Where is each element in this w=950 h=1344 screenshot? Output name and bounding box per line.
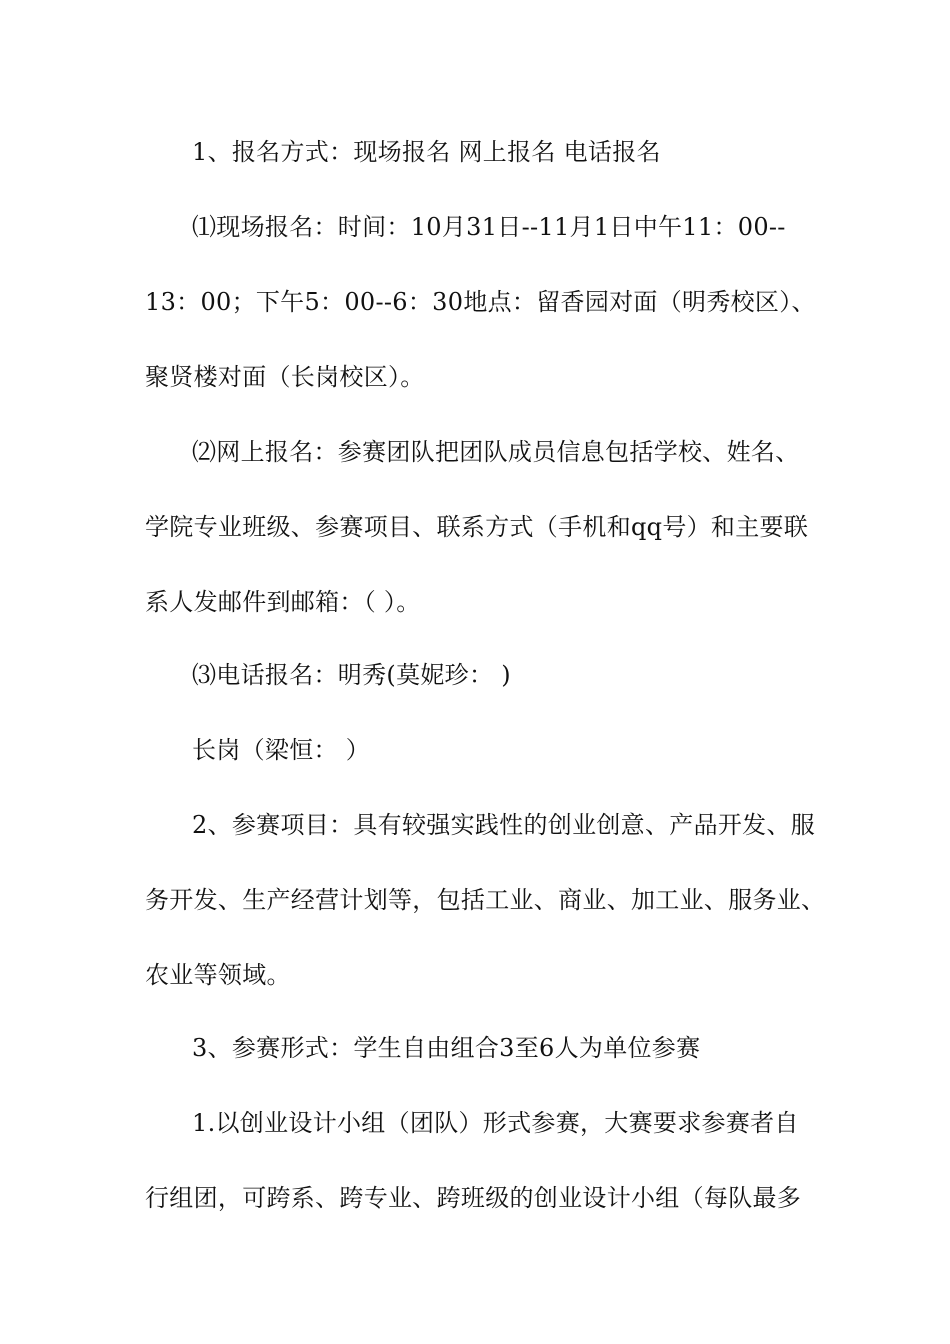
text-line: 1.以创业设计小组（团队）形式参赛，大赛要求参赛者自 <box>192 1109 799 1137</box>
text-line: ⑴现场报名：时间：10月31日--11月1日中午11：00-- <box>192 213 786 241</box>
text-line: 1、报名方式：现场报名 网上报名 电话报名 <box>192 138 661 166</box>
text-line: 务开发、生产经营计划等，包括工业、商业、加工业、服务业、 <box>145 886 826 914</box>
text-line: 2、参赛项目：具有较强实践性的创业创意、产品开发、服 <box>192 811 816 839</box>
text-line: 13：00；下午5：00--6：30地点：留香园对面（明秀校区）、 <box>145 288 816 316</box>
text-line: 农业等领域。 <box>145 961 291 989</box>
text-line: 学院专业班级、参赛项目、联系方式（手机和qq号）和主要联 <box>145 513 809 541</box>
text-line: 3、参赛形式：学生自由组合3至6人为单位参赛 <box>192 1034 701 1062</box>
text-line: ⑶电话报名：明秀(莫妮珍： ) <box>192 661 511 689</box>
text-line: 聚贤楼对面（长岗校区）。 <box>145 363 425 391</box>
text-line: 长岗（梁恒： ） <box>192 736 371 764</box>
text-line: 系人发邮件到邮箱：（ ）。 <box>145 588 421 616</box>
text-line: 行组团，可跨系、跨专业、跨班级的创业设计小组（每队最多 <box>145 1184 802 1212</box>
text-line: ⑵网上报名：参赛团队把团队成员信息包括学校、姓名、 <box>192 438 800 466</box>
